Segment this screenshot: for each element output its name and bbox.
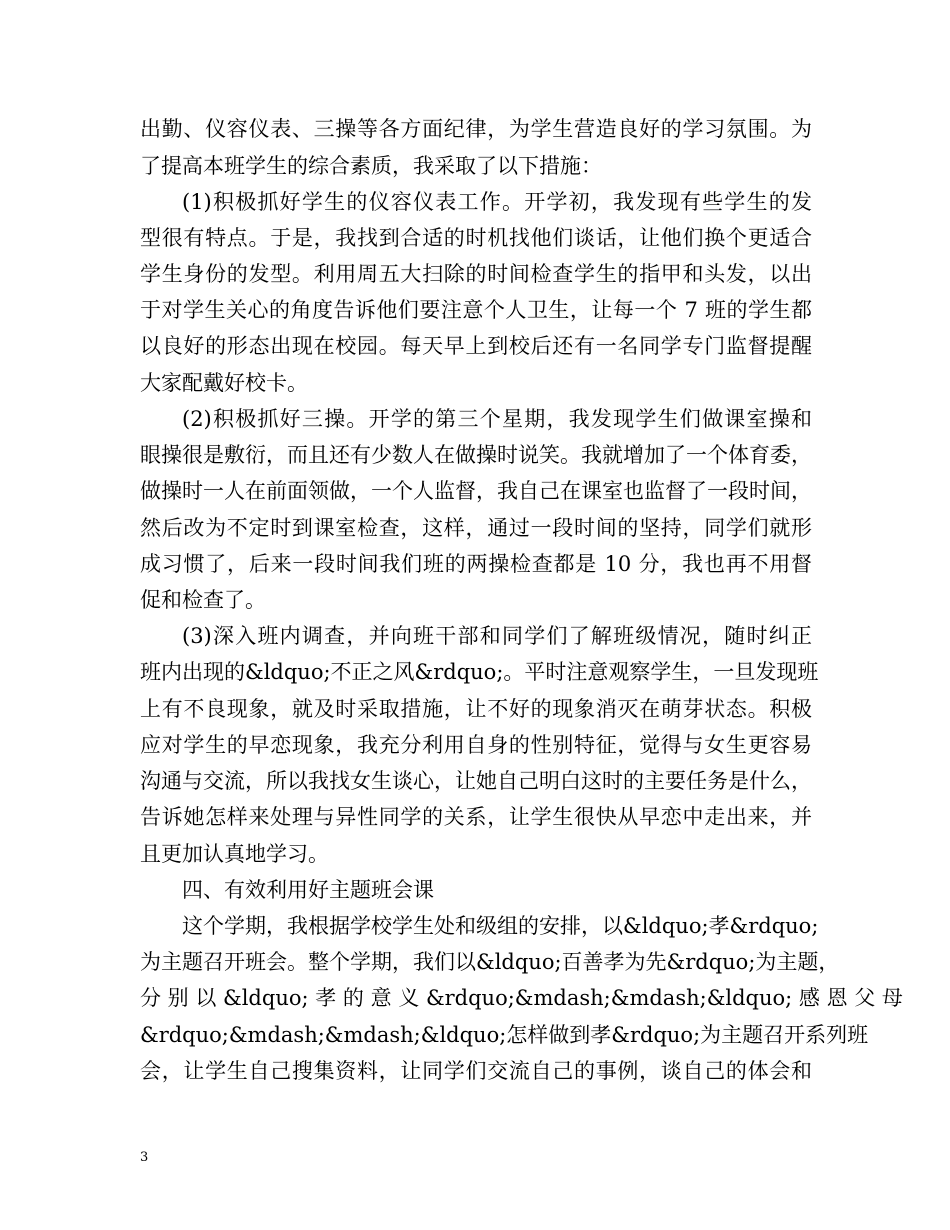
text-line: 会，让学生自己搜集资料，让同学们交流自己的事例，谈自己的体会和 xyxy=(140,1059,812,1083)
text-line: 了提高本班学生的综合素质，我采取了以下措施： xyxy=(140,154,602,178)
page-number: 3 xyxy=(140,1150,149,1165)
text-line: 做操时一人在前面领做，一个人监督，我自己在课室也监督了一段时间， xyxy=(140,479,812,503)
text-line: 这个学期，我根据学校学生处和级组的安排，以&ldquo;孝&rdquo; xyxy=(182,914,819,938)
text-line: 促和检查了。 xyxy=(140,588,266,612)
text-line: (2)积极抓好三操。开学的第三个星期，我发现学生们做课室操和 xyxy=(182,407,812,431)
text-line: 且更加认真地学习。 xyxy=(140,842,329,866)
text-line: 沟通与交流，所以我找女生谈心，让她自己明白这时的主要任务是什么， xyxy=(140,769,812,793)
text-line: 学生身份的发型。利用周五大扫除的时间检查学生的指甲和头发，以出 xyxy=(140,262,812,286)
text-line: 大家配戴好校卡。 xyxy=(140,371,308,395)
section-heading: 四、有效利用好主题班会课 xyxy=(182,878,434,902)
text-line: 型很有特点。于是，我找到合适的时机找他们谈话，让他们换个更适合 xyxy=(140,226,812,250)
text-line: 上有不良现象，就及时采取措施，让不好的现象消灭在萌芽状态。积极 xyxy=(140,697,812,721)
text-line: 分 别 以 &ldquo; 孝 的 意 义 &rdquo;&mdash;&mdash;&ldquo; 感 恩 父 母 xyxy=(140,986,903,1010)
text-line: 应对学生的早恋现象，我充分利用自身的性别特征，觉得与女生更容易 xyxy=(140,733,812,757)
text-line: (1)积极抓好学生的仪容仪表工作。开学初，我发现有些学生的发 xyxy=(182,190,812,214)
text-line: 出勤、仪容仪表、三操等各方面纪律，为学生营造良好的学习氛围。为 xyxy=(140,117,812,141)
text-line: 以良好的形态出现在校园。每天早上到校后还有一名同学专门监督提醒 xyxy=(140,334,812,358)
text-line: &rdquo;&mdash;&mdash;&ldquo;怎样做到孝&rdquo;为主题召开系列班 xyxy=(140,1023,869,1047)
text-line: 眼操很是敷衍，而且还有少数人在做操时说笑。我就增加了一个体育委， xyxy=(140,443,812,467)
text-line: 然后改为不定时到课室检查，这样，通过一段时间的坚持，同学们就形 xyxy=(140,516,812,540)
text-line: 告诉她怎样来处理与异性同学的关系，让学生很快从早恋中走出来，并 xyxy=(140,805,812,829)
text-line: 于对学生关心的角度告诉他们要注意个人卫生，让每一个 7 班的学生都 xyxy=(140,298,812,322)
text-line: 成习惯了，后来一段时间我们班的两操检查都是 10 分，我也再不用督 xyxy=(140,552,812,576)
text-line: (3)深入班内调查，并向班干部和同学们了解班级情况，随时纠正 xyxy=(182,624,812,648)
text-line: 为主题召开班会。整个学期，我们以&ldquo;百善孝为先&rdquo;为主题， xyxy=(140,950,840,974)
text-line: 班内出现的&ldquo;不正之风&rdquo;。平时注意观察学生，一旦发现班 xyxy=(140,660,819,684)
